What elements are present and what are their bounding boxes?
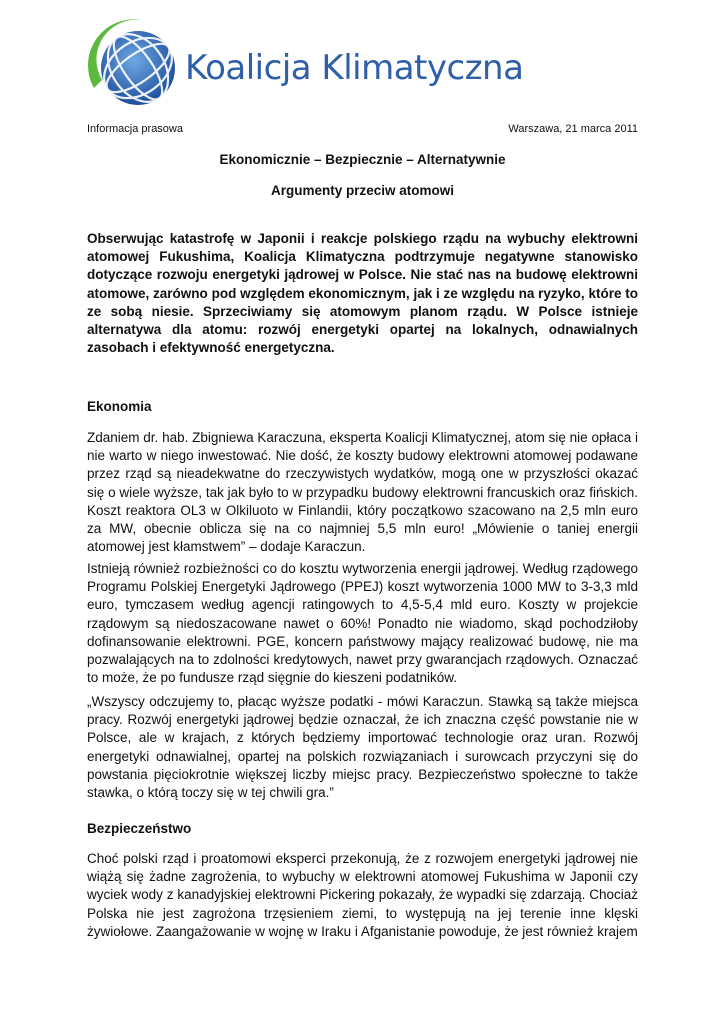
section-heading-economy: Ekonomia (87, 399, 152, 414)
safety-paragraph-1: Choć polski rząd i proatomowi eksperci przekonują, że z rozwojem energetyki jądrowej nie wiążą się żadne zagrożenia, to wybuchy w elektrowni atomowej Fukushima w Japonii czy wyciek wody z kanadyjskiej elektrowni Pickering pokazały, że wypadki się zdarzają. Chociaż Polska nie jest zagrożona trzęsieniem ziemi, to występują na jej terenie inne klęski żywiołowe. Zaangażowanie w wojnę w Iraku i Afganistanie powoduje, że jest również krajem (87, 851, 638, 939)
economy-paragraph-3: „Wszyscy odczujemy to, płacąc wyższe podatki - mówi Karaczun. Stawką są także miejsca pracy. Rozwój energetyki jądrowej będzie oznaczał, że ich znaczna część powstanie nie w Polsce, ale w krajach, z których będziemy importować technologie oraz uran. Rozwój energetyki odnawialnej, opartej na polskich rozwiązaniach i surowcach przyczyni się do powstania pięciokrotnie większej liczby miejsc pracy. Bezpieczeństwo społeczne to także stawka, o którą toczy się w tej chwili gra.” (87, 694, 638, 801)
globe-logo-icon (80, 10, 190, 120)
logo (80, 10, 540, 120)
document-type: Informacja prasowa (87, 123, 183, 135)
document-meta (87, 123, 638, 135)
logo-wordmark: Koalicja Klimatyczna (185, 48, 524, 88)
economy-paragraph-1: Zdaniem dr. hab. Zbigniewa Karaczuna, eksperta Koalicji Klimatycznej, atom się nie opłaca i nie warto w niego inwestować. Nie dość, że koszty budowy elektrowni atomowej podawane przez rząd są nieadekwatne do rzeczywistych wydatków, mogą one w przyszłości okazać się o wiele wyższe, tak jak było to w przypadku budowy elektrowni francuskich oraz fińskich. Koszt reaktora OL3 w Olkiluoto w Finlandii, który początkowo szacowano na 2,5 mln euro za MW, obecnie oblicza się na co najmniej 5,5 mln euro! „Mówienie o taniej energii atomowej jest kłamstwem” – dodaje Karaczun. (87, 430, 638, 555)
place-date: Warszawa, 21 marca 2011 (508, 123, 638, 135)
section-heading-safety: Bezpieczeństwo (87, 821, 192, 836)
lead-paragraph: Obserwując katastrofę w Japonii i reakcje polskiego rządu na wybuchy elektrowni atomowej Fukushima, Koalicja Klimatyczna podtrzymuje negatywne stanowisko dotyczące rozwoju energetyki jądrowej w Polsce. Nie stać nas na budowę elektrowni atomowe, zarówno pod względem ekonomicznym, jak i ze względu na ryzyko, które to ze sobą niesie. Sprzeciwiamy się atomowym planom rządu. W Polsce istnieje alternatywa dla atomu: rozwój energetyki opartej na lokalnych, odnawialnych zasobach i efektywność energetyczna. (87, 231, 638, 356)
main-title: Ekonomicznie – Bezpiecznie – Alternatywnie (219, 152, 506, 167)
subtitle: Argumenty przeciw atomowi (270, 183, 455, 198)
economy-paragraph-2: Istnieją również rozbieżności co do kosztu wytworzenia energii jądrowej. Według rządowego Programu Polskiej Energetyki Jądrowego (PPEJ) koszt wytworzenia 1000 MW to 3-3,3 mld euro, tymczasem według agencji ratingowych to 4,5-5,4 mld euro. Koszty w projekcie rządowym są niedoszacowane nawet o 60%! Ponadto nie wiadomo, skąd pochodziłoby dofinansowanie elektrowni. PGE, koncern państwowy mający realizować budowę, nie ma pozwalających na to zdolności kredytowych, nawet przy gwarancjach rządowych. Oznaczać to może, że po fundusze rząd sięgnie do kieszeni podatników. (87, 561, 638, 686)
